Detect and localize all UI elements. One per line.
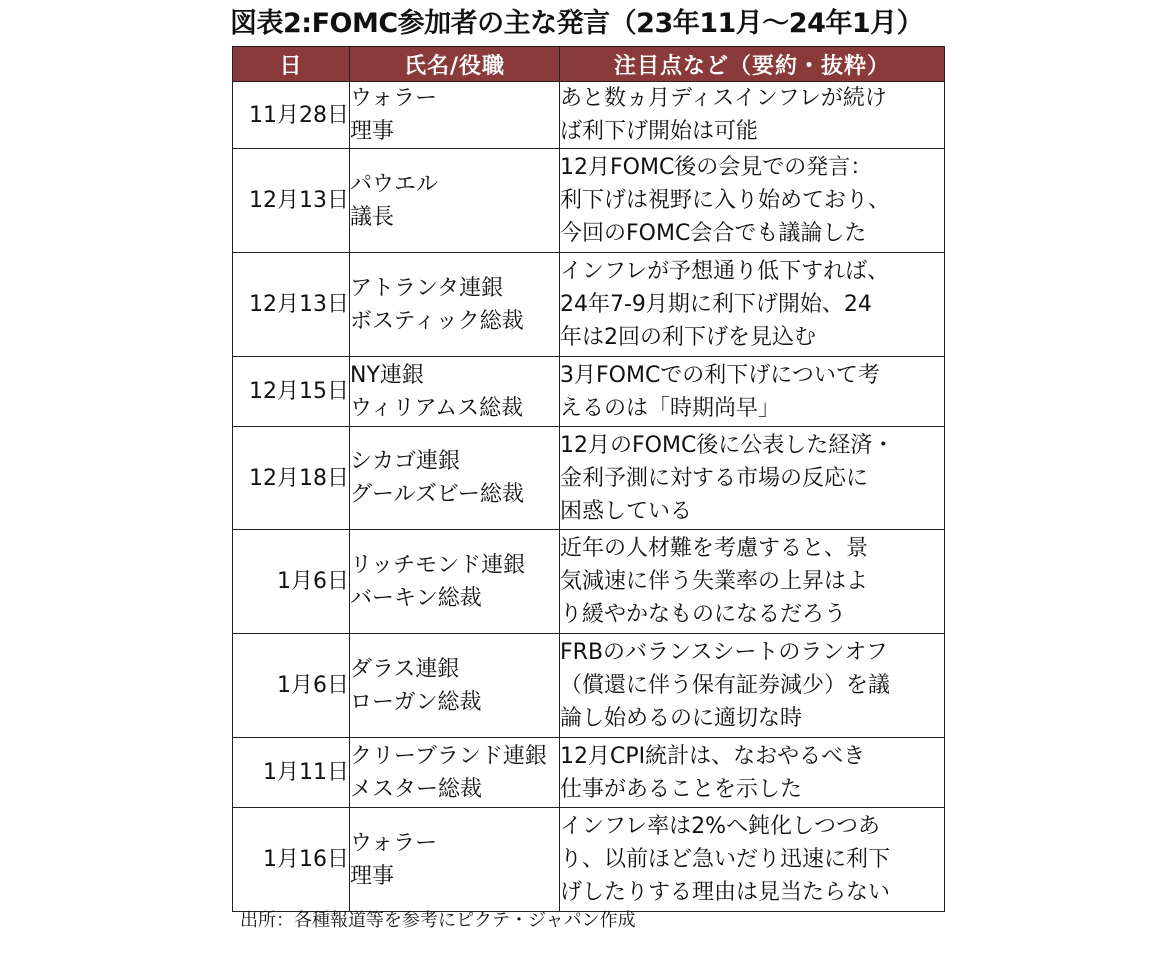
name-line: ウィリアムス総裁 (350, 395, 524, 421)
row-date: 12月18日 (233, 427, 350, 530)
note-line: 論し始めるのに適切な時 (560, 706, 803, 731)
note-line: げしたりする理由は見当たらない (560, 880, 891, 905)
page-title: 図表2:FOMC参加者の主な発言（23年11月～24年1月） (230, 8, 924, 39)
row-name-role (350, 738, 560, 808)
row-name-role (350, 357, 560, 427)
source-note: 出所：各種報道等を参考にピクテ・ジャパン作成 (240, 910, 636, 931)
name-line: 理事 (350, 119, 395, 144)
note-line: 今回のFOMC会合でも議論した (560, 221, 867, 246)
name-line: クリーブランド連銀 (350, 743, 547, 769)
row-date: 12月13日 (233, 149, 350, 253)
note-line: 24年7-9月期に利下げ開始、24 (560, 292, 872, 317)
row-name-role (350, 149, 560, 253)
name-line: ボスティック総裁 (350, 308, 524, 334)
row-name-role (350, 427, 560, 530)
row-name-role (350, 634, 560, 738)
name-line: グールズビー総裁 (350, 482, 525, 507)
table-row (233, 357, 945, 427)
table-row (233, 427, 945, 530)
header-name-role: 氏名/役職 (350, 47, 560, 82)
name-line: ローガン総裁 (350, 689, 482, 715)
table-row (233, 808, 945, 912)
table-row (233, 149, 945, 253)
header-notes: 注目点など（要約・抜粋） (560, 47, 945, 82)
note-line: 年は2回の利下げを見込む (560, 325, 816, 350)
name-line: バーキン総裁 (350, 585, 482, 611)
name-line: ダラス連銀 (350, 656, 460, 682)
row-name-role (350, 253, 560, 357)
note-line: ば利下げ開始は可能 (560, 119, 759, 144)
row-date: 1月11日 (233, 738, 350, 808)
table-body (233, 82, 945, 912)
note-line: 3月FOMCでの利下げについて考 (560, 362, 880, 388)
note-line: り緩やかなものになるだろう (560, 602, 847, 627)
note-line: 12月FOMC後の会見での発言： (560, 155, 873, 180)
table-row (233, 634, 945, 738)
name-line: アトランタ連銀 (350, 275, 504, 301)
row-notes (560, 253, 945, 357)
name-line: ウォラー (350, 830, 438, 856)
note-line: FRBのバランスシートのランオフ (560, 640, 888, 665)
row-date: 12月13日 (233, 253, 350, 357)
note-line: インフレ率は2%へ鈍化しつつあ (560, 814, 881, 839)
note-line: 気減速に伴う失業率の上昇はよ (560, 569, 869, 594)
note-line: 仕事があることを示した (560, 776, 803, 802)
row-date: 1月16日 (233, 808, 350, 912)
name-line: リッチモンド連銀 (350, 552, 526, 578)
row-notes (560, 634, 945, 738)
row-notes (560, 149, 945, 253)
name-line: パウエル (350, 171, 439, 197)
row-date: 11月28日 (233, 82, 350, 149)
fomc-remarks-table (232, 46, 945, 912)
row-notes (560, 82, 945, 149)
name-line: NY連銀 (350, 362, 424, 388)
row-date: 1月6日 (233, 634, 350, 738)
row-notes (560, 738, 945, 808)
name-line: 議長 (350, 204, 395, 230)
note-line: （償還に伴う保有証券減少）を議 (560, 673, 891, 698)
row-date: 12月15日 (233, 357, 350, 427)
name-line: シカゴ連銀 (350, 449, 461, 474)
row-name-role (350, 808, 560, 912)
row-name-role (350, 82, 560, 149)
row-notes (560, 357, 945, 427)
note-line: えるのは「時期尚早」 (560, 395, 781, 421)
note-line: 近年の人材難を考慮すると、景 (560, 536, 869, 561)
table-row (233, 82, 945, 149)
note-line: 金利予測に対する市場の反応に (560, 465, 869, 491)
row-notes (560, 530, 945, 634)
table-row (233, 253, 945, 357)
table-header-row (233, 47, 945, 82)
name-line: メスター総裁 (350, 776, 483, 802)
row-name-role (350, 530, 560, 634)
note-line: り、以前ほど急いだり迅速に利下 (560, 847, 891, 872)
row-date: 1月6日 (233, 530, 350, 634)
row-notes (560, 808, 945, 912)
name-line: ウォラー (350, 86, 438, 111)
table-row (233, 530, 945, 634)
row-notes (560, 427, 945, 530)
note-line: インフレが予想通り低下すれば、 (560, 259, 890, 284)
note-line: 困惑している (560, 498, 693, 524)
table-row (233, 738, 945, 808)
name-line: 理事 (350, 863, 395, 889)
note-line: 利下げは視野に入り始めており、 (560, 188, 891, 213)
note-line: 12月のFOMC後に公表した経済・ (560, 432, 895, 458)
header-date: 日 (233, 47, 350, 82)
note-line: 12月CPI統計は、なおやるべき (560, 743, 866, 769)
note-line: あと数ヵ月ディスインフレが続け (560, 86, 887, 111)
